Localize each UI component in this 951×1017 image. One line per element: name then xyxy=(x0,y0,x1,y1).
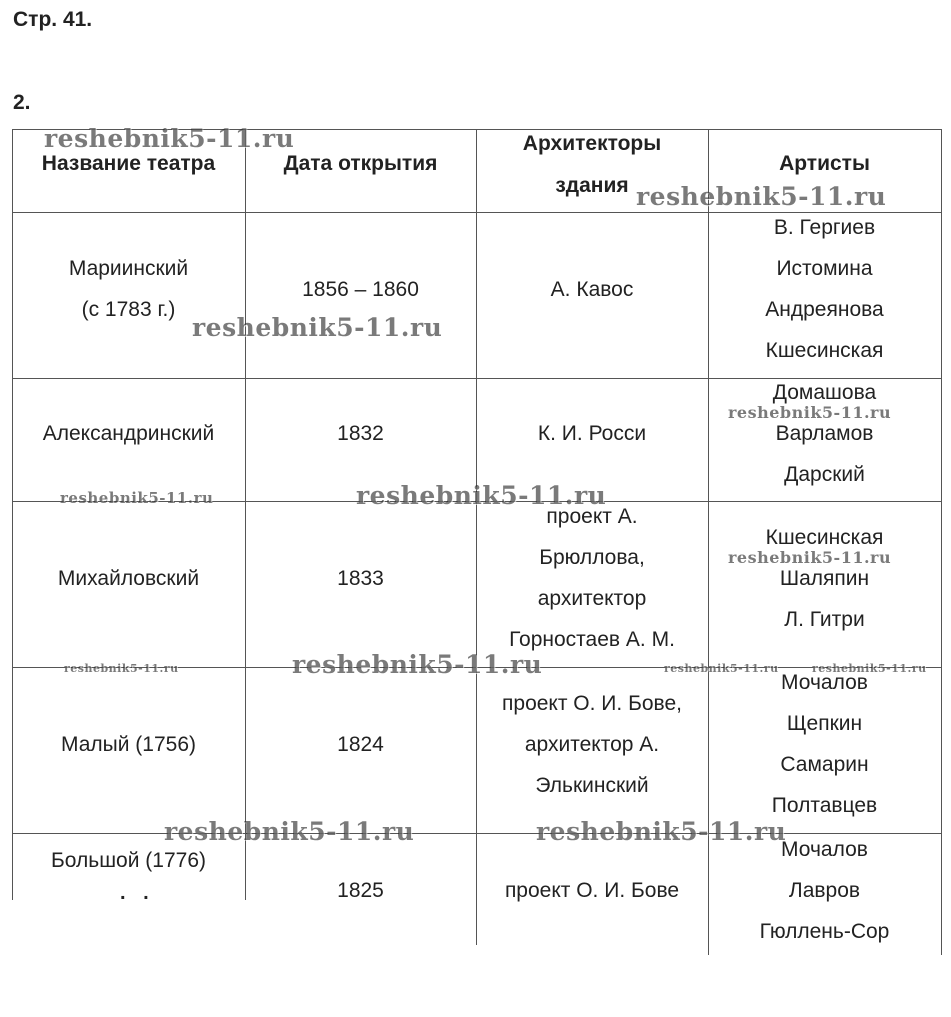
cell-line: 1824 xyxy=(337,732,384,756)
watermark-text: reshebnik5-11.ru xyxy=(728,403,892,422)
header-artists: Артисты xyxy=(779,152,870,175)
watermark-text: reshebnik5-11.ru xyxy=(356,481,607,510)
watermark-text: reshebnik5-11.ru xyxy=(292,650,543,679)
cell-line: Горностаев А. М. xyxy=(509,628,675,651)
watermark-text: reshebnik5-11.ru xyxy=(164,817,415,846)
cell-theatre-name xyxy=(12,371,245,495)
cell-line: Александринский xyxy=(42,421,215,445)
watermark-text: reshebnik5-11.ru xyxy=(60,489,214,507)
task-number: 2. xyxy=(13,91,31,114)
cell-line: проект А. xyxy=(546,505,638,528)
cell-line: Лавров xyxy=(788,878,861,902)
watermark-text: reshebnik5-11.ru xyxy=(728,548,892,567)
cell-line: Щепкин xyxy=(786,712,863,735)
cell-line: Самарин xyxy=(780,753,869,776)
cell-line: Брюллова, xyxy=(539,546,645,569)
cell-line: К. И. Росси xyxy=(537,421,647,445)
cell-line: Истомина xyxy=(776,257,873,280)
cell-architects xyxy=(476,207,708,371)
cell-theatre-name xyxy=(12,496,245,660)
cell-line: Малый (1756) xyxy=(60,732,197,756)
cell-line: Домашова xyxy=(772,380,877,404)
cell-line: архитектор xyxy=(537,587,647,610)
cell-line: 1832 xyxy=(337,421,384,445)
header-theatre-name: Название театра xyxy=(41,152,216,175)
cell-line: архитектор А. xyxy=(524,732,660,756)
cell-line: Варламов xyxy=(775,421,874,445)
cell-line: А. Кавос xyxy=(550,277,634,301)
cell-opening-date xyxy=(245,662,476,826)
watermark-text: reshebnik5-11.ru xyxy=(64,662,179,675)
watermark-text: reshebnik5-11.ru xyxy=(636,182,887,211)
watermark-text: reshebnik5-11.ru xyxy=(664,662,779,675)
cell-architects xyxy=(476,662,708,826)
cell-opening-date xyxy=(245,828,476,952)
cell-artists xyxy=(708,496,941,660)
cell-architects xyxy=(476,496,708,660)
cell-line: Мочалов xyxy=(781,837,868,861)
cell-opening-date xyxy=(245,371,476,495)
cell-line: Шаляпин xyxy=(779,566,870,590)
cell-line: Мариинский xyxy=(68,257,189,280)
cell-artists xyxy=(708,662,941,826)
cell-line: Андреянова xyxy=(765,298,884,321)
watermark-text: reshebnik5-11.ru xyxy=(44,124,295,153)
cell-line: (с 1783 г.) xyxy=(81,298,176,321)
trailing-marks: . . xyxy=(120,882,155,904)
cell-line: В. Гергиев xyxy=(773,216,876,239)
watermark-text: reshebnik5-11.ru xyxy=(192,313,443,342)
cell-line: Кшесинская xyxy=(765,525,884,549)
cell-artists xyxy=(708,207,941,371)
header-opening-date: Дата открытия xyxy=(283,152,438,175)
cell-line: Полтавцев xyxy=(771,794,878,817)
cell-theatre-name xyxy=(12,662,245,826)
watermark-text: reshebnik5-11.ru xyxy=(536,817,787,846)
header-architects: Архитекторы здания xyxy=(522,132,662,197)
cell-architects xyxy=(476,828,708,952)
cell-opening-date xyxy=(245,207,476,371)
cell-line: проект О. И. Бове xyxy=(504,878,680,902)
cell-line: Гюллень-Сор xyxy=(759,919,890,943)
cell-line: Элькинский xyxy=(535,773,649,797)
cell-artists xyxy=(708,828,941,952)
cell-opening-date xyxy=(245,496,476,660)
column-border-right xyxy=(941,129,942,955)
page-label: Стр. 41. xyxy=(13,8,93,31)
cell-architects xyxy=(476,371,708,495)
cell-theatre-name xyxy=(12,207,245,371)
cell-line: Мочалов xyxy=(781,671,868,694)
cell-line: Л. Гитри xyxy=(784,607,865,631)
cell-line: Михайловский xyxy=(57,566,200,590)
cell-line: Большой (1776) xyxy=(51,848,206,872)
watermark-text: reshebnik5-11.ru xyxy=(812,662,927,675)
cell-line: Кшесинская xyxy=(765,339,884,362)
cell-line: 1833 xyxy=(337,566,384,590)
cell-line: 1825 xyxy=(337,878,384,902)
cell-artists xyxy=(708,371,941,495)
cell-line: Дарский xyxy=(784,462,865,486)
cell-line: проект О. И. Бове, xyxy=(502,691,682,715)
cell-line: 1856 – 1860 xyxy=(302,277,419,301)
